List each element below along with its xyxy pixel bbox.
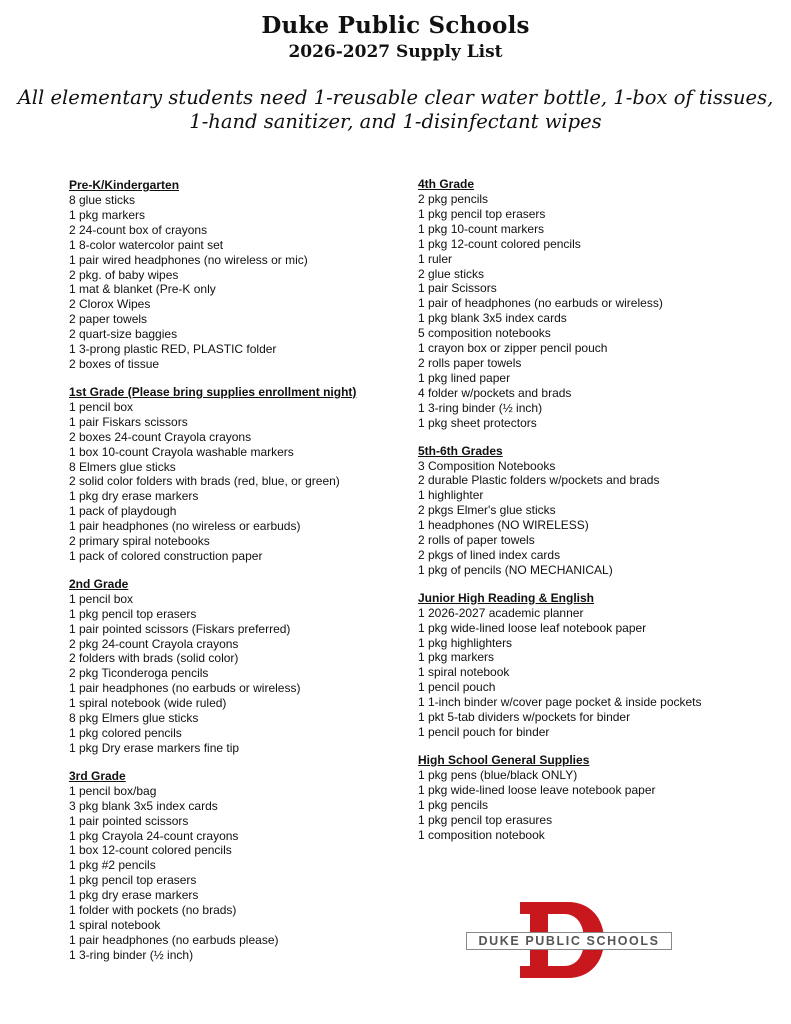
supply-item: 1 pkg pencil top erasers [418,206,546,221]
supply-item: 1 pair pointed scissors [69,813,189,828]
supply-section [69,178,409,372]
supply-item: 1 pkg sheet protectors [418,415,537,430]
supply-section [69,385,409,564]
supply-item: 1 2026-2027 academic planner [418,605,584,620]
supply-item: 1 pkg markers [69,207,146,222]
supply-item: 1 pkg markers [418,650,495,665]
supply-item: 2 folders with brads (solid color) [69,651,239,666]
supply-item: 1 crayon box or zipper pencil pouch [418,341,608,356]
left-column [69,178,409,976]
supply-item: 2 24-count box of crayons [69,222,208,237]
supply-item: 1 pkg lined paper [418,370,511,385]
supply-list [418,192,748,431]
supply-item: 8 Elmers glue sticks [69,459,176,474]
supply-item: 1 pkg of pencils (NO MECHANICAL) [418,562,613,577]
supply-item: 1 pair of headphones (no earbuds or wireless) [418,296,663,311]
supply-item: 3 Composition Notebooks [418,458,556,473]
supply-item: 1 pair headphones (no wireless or earbuds) [69,519,301,534]
elementary-notice [0,86,791,134]
supply-item: 1 8-color watercolor paint set [69,237,224,252]
notice-line-1: All elementary students need 1-reusable clear water bottle, 1-box of tissues, [17,86,774,109]
supply-item: 1 headphones (NO WIRELESS) [418,518,589,533]
supply-item: 1 folder with pockets (no brads) [69,903,237,918]
supply-item: 2 pkg. of baby wipes [69,267,179,282]
supply-item: 1 pair wired headphones (no wireless or mic) [69,252,308,267]
supply-item: 1 pkg pencil top erasers [69,606,197,621]
supply-item: 1 pkg 10-count markers [418,221,545,236]
supply-item: 2 quart-size baggies [69,327,178,342]
supply-item: 2 rolls of paper towels [418,533,535,548]
supply-item: 1 pkg pencil top erasures [418,812,553,827]
supply-item: 2 pkg pencils [418,192,489,206]
supply-item: 1 spiral notebook [69,917,161,932]
supply-item: 1 pkg highlighters [418,635,513,650]
supply-item: 1 3-prong plastic RED, PLASTIC folder [69,342,277,357]
section-heading: High School General Supplies [418,752,590,767]
supply-item: 2 paper towels [69,312,148,327]
supply-item: 2 glue sticks [418,266,485,281]
supply-item: 1 pkt 5-tab dividers w/pockets for binder [418,710,631,725]
right-column [418,177,748,855]
supply-item: 3 pkg blank 3x5 index cards [69,798,218,813]
supply-item: 2 pkgs Elmer's glue sticks [418,503,556,518]
supply-item: 1 pencil box/bag [69,783,157,798]
supply-item: 1 pencil pouch for binder [418,725,550,739]
supply-list [69,784,409,963]
supply-item: 2 durable Plastic folders w/pockets and brads [418,473,660,488]
section-heading: 2nd Grade [69,576,129,591]
section-heading: 1st Grade (Please bring supplies enrollment night) [69,384,357,399]
supply-list [69,193,409,372]
logo-wordmark-band [466,932,672,950]
section-heading: Pre-K/Kindergarten [69,178,180,192]
supply-item: 1 3-ring binder (½ inch) [69,947,194,962]
supply-item: 1 pkg wide-lined loose leaf notebook paper [418,620,647,635]
supply-item: 1 pencil box [69,591,134,606]
supply-item: 8 glue sticks [69,193,136,207]
supply-section [418,753,748,843]
supply-item: 1 pkg pens (blue/black ONLY) [418,767,578,782]
supply-item: 1 pencil box [69,399,134,414]
supply-item: 1 ruler [418,251,453,266]
logo-wordmark: DUKE PUBLIC SCHOOLS [478,934,660,948]
supply-item: 4 folder w/pockets and brads [418,385,572,400]
supply-item: 1 box 12-count colored pencils [69,843,232,858]
section-heading: 5th-6th Grades [418,443,503,458]
supply-item: 1 pack of playdough [69,504,177,519]
supply-list [69,400,409,564]
supply-item: 1 highlighter [418,488,484,503]
supply-item: 1 pkg wide-lined loose leave notebook paper [418,782,656,797]
supply-item: 1 pair Fiskars scissors [69,414,188,429]
supply-item: 2 Clorox Wipes [69,297,151,312]
supply-item: 1 pair pointed scissors (Fiskars preferred) [69,621,291,636]
supply-item: 1 pack of colored construction paper [69,548,263,563]
supply-list [418,768,748,843]
supply-item: 1 3-ring binder (½ inch) [418,400,543,415]
supply-item: 1 pkg #2 pencils [69,858,156,873]
supply-item: 2 pkgs of lined index cards [418,547,561,562]
supply-item: 1 pkg pencils [418,797,489,812]
section-heading: 3rd Grade [69,768,126,783]
supply-list [69,592,409,756]
supply-list [418,606,748,740]
school-logo [466,902,676,978]
supply-item: 1 pkg Crayola 24-count crayons [69,828,239,843]
supply-item: 5 composition notebooks [418,326,551,341]
supply-item: 1 pkg dry erase markers [69,489,199,504]
section-heading: Junior High Reading & English [418,590,595,605]
supply-item: 1 pkg Dry erase markers fine tip [69,740,240,755]
supply-item: 1 pkg colored pencils [69,726,182,740]
section-heading: 4th Grade [418,177,475,191]
supply-item: 1 pair Scissors [418,281,497,296]
supply-item: 1 composition notebook [418,827,545,842]
supply-section [69,577,409,756]
supply-item: 1 pkg pencil top erasers [69,873,197,888]
supply-section [418,444,748,578]
supply-item: 1 pkg 12-count colored pencils [418,236,581,251]
notice-line-2: 1-hand sanitizer, and 1-disinfectant wipes [189,110,602,133]
supply-item: 2 boxes of tissue [69,356,160,371]
supply-section [418,177,748,431]
supply-item: 1 1-inch binder w/cover page pocket & inside pockets [418,695,702,710]
supply-item: 1 pencil pouch [418,680,496,695]
page-subtitle: 2026-2027 Supply List [288,42,503,62]
supply-item: 2 pkg Ticonderoga pencils [69,666,209,681]
supply-section [418,591,748,740]
supply-item: 1 pkg blank 3x5 index cards [418,311,567,326]
supply-item: 1 box 10-count Crayola washable markers [69,444,294,459]
supply-list [418,459,748,578]
supply-item: 1 pkg dry erase markers [69,888,199,903]
supply-item: 1 spiral notebook [418,665,510,680]
supply-item: 2 solid color folders with brads (red, blue, or green) [69,474,340,489]
supply-item: 1 spiral notebook (wide ruled) [69,696,227,711]
page-title: Duke Public Schools [261,12,530,39]
supply-item: 1 pair headphones (no earbuds please) [69,932,279,947]
supply-section [69,769,409,963]
supply-item: 2 pkg 24-count Crayola crayons [69,636,239,651]
supply-item: 2 primary spiral notebooks [69,534,210,549]
supply-item: 2 boxes 24-count Crayola crayons [69,429,252,444]
supply-item: 8 pkg Elmers glue sticks [69,711,199,726]
supply-item: 1 pair headphones (no earbuds or wireless) [69,681,301,696]
supply-item: 2 rolls paper towels [418,355,522,370]
supply-item: 1 mat & blanket (Pre-K only [69,282,216,297]
